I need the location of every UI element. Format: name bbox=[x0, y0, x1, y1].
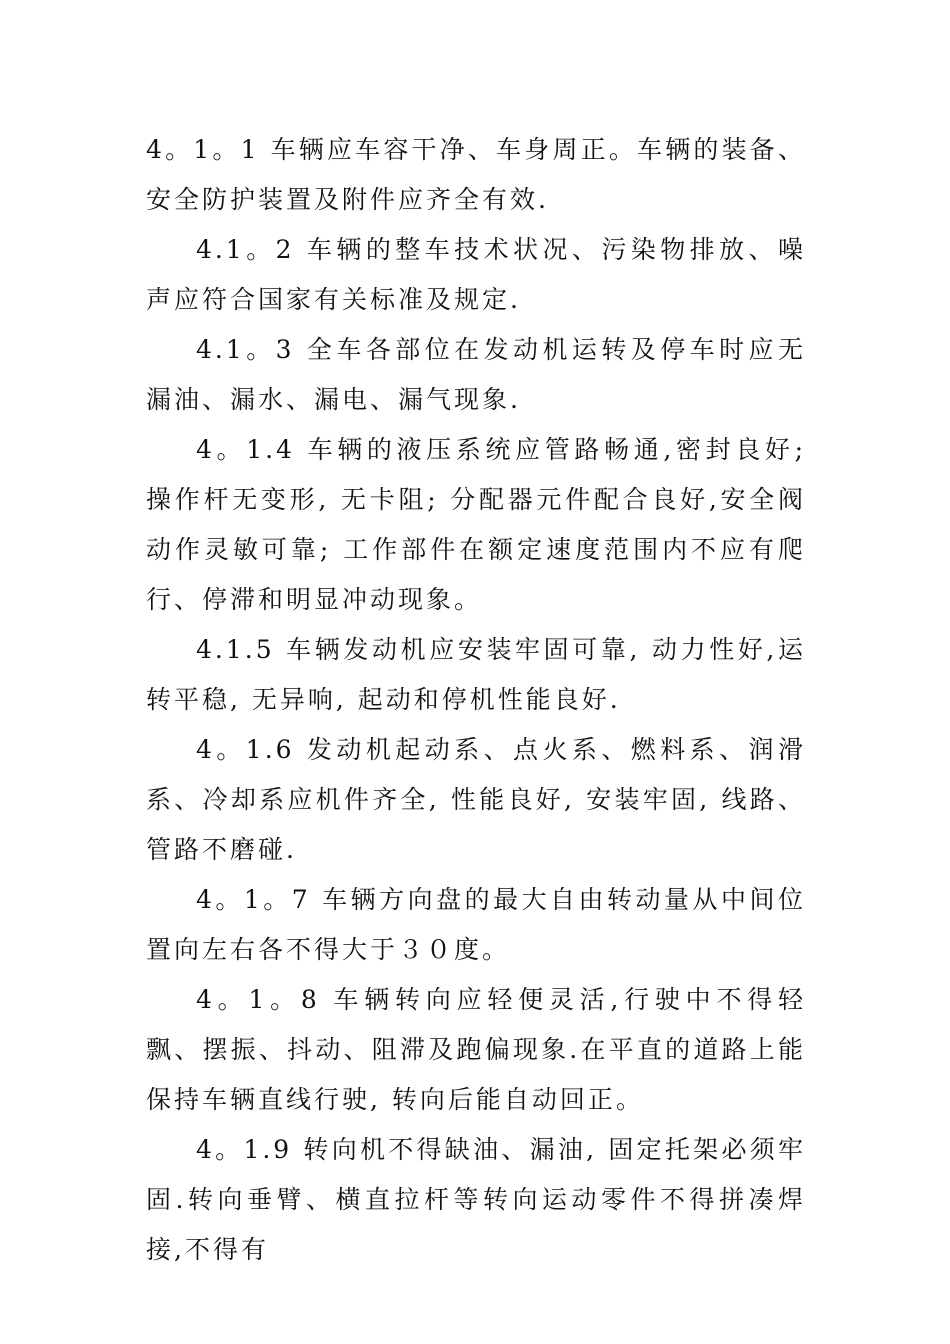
paragraph-4-1-1: 4。1。1 车辆应车容干净、车身周正。车辆的装备、安全防护装置及附件应齐全有效. bbox=[146, 135, 806, 214]
paragraph-4-1-3: 4.1。3 全车各部位在发动机运转及停车时应无漏油、漏水、漏电、漏气现象. bbox=[146, 335, 806, 414]
paragraph-4-1-7: 4。1。7 车辆方向盘的最大自由转动量从中间位置向左右各不得大于３０度。 bbox=[146, 885, 806, 964]
paragraph-4-1-6: 4。1.6 发动机起动系、点火系、燃料系、润滑系、冷却系应机件齐全, 性能良好, 安装牢固, 线路、管路不磨碰. bbox=[146, 735, 806, 864]
paragraph-4-1-8: 4。1。8 车辆转向应轻便灵活,行驶中不得轻飘、摆振、抖动、阻滞及跑偏现象.在平直的道路上能保持车辆直线行驶, 转向后能自动回正。 bbox=[146, 985, 806, 1114]
paragraph-4-1-4: 4。1.4 车辆的液压系统应管路畅通,密封良好; 操作杆无变形, 无卡阻; 分配器元件配合良好,安全阀动作灵敏可靠; 工作部件在额定速度范围内不应有爬行、停滞和明显冲动现象。 bbox=[146, 435, 806, 614]
document-body bbox=[146, 125, 806, 1275]
paragraph-4-1-2: 4.1。2 车辆的整车技术状况、污染物排放、噪声应符合国家有关标准及规定. bbox=[146, 235, 806, 314]
paragraph-4-1-9: 4。1.9 转向机不得缺油、漏油, 固定托架必须牢固.转向垂臂、横直拉杆等转向运动零件不得拼凑焊接,不得有 bbox=[146, 1135, 806, 1264]
paragraph-4-1-5: 4.1.5 车辆发动机应安装牢固可靠, 动力性好,运转平稳, 无异响, 起动和停机性能良好. bbox=[146, 635, 806, 714]
